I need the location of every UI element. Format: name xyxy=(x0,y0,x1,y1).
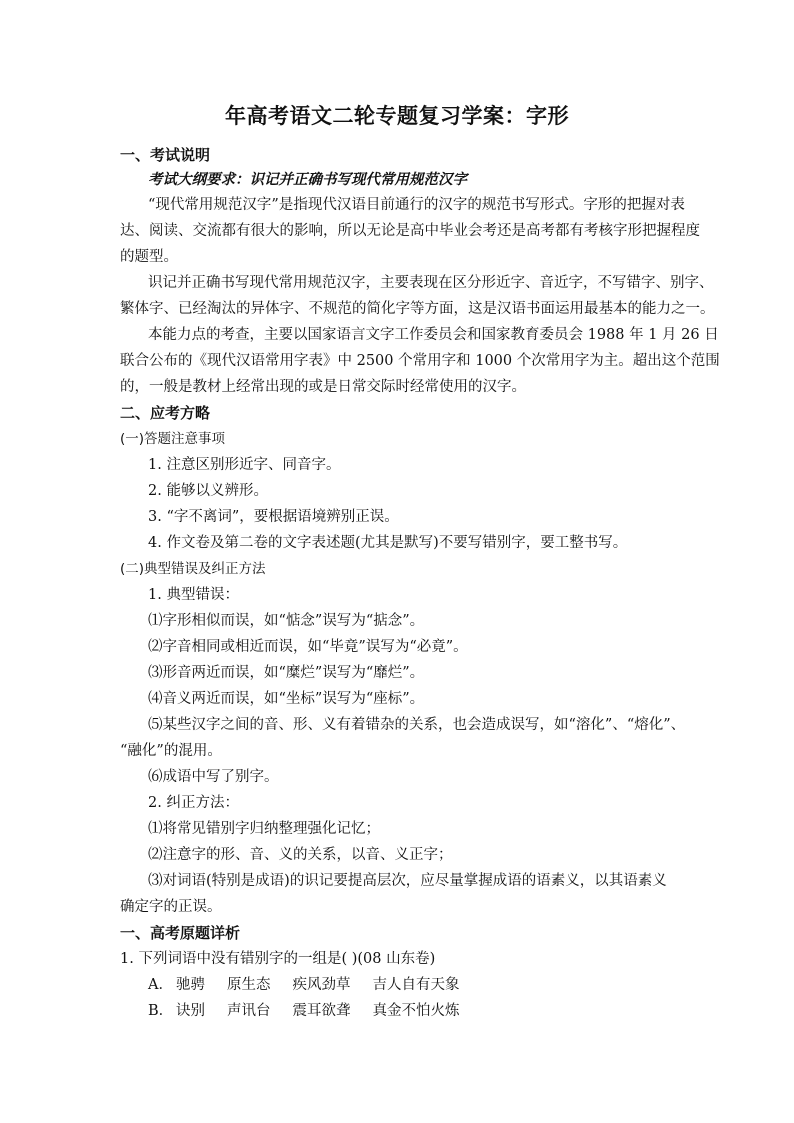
list-item: 2. 能够以义辨形。 xyxy=(148,483,268,499)
option-term: 原生态 xyxy=(227,977,271,993)
list-heading-correction: 2. 纠正方法： xyxy=(148,795,239,811)
syllabus-requirement: 考试大纲要求：识记并正确书写现代常用规范汉字 xyxy=(148,171,467,188)
list-item: ⑴将常见错别字归纳整理强化记忆； xyxy=(148,821,380,837)
option-term: 诀别 xyxy=(176,1003,205,1019)
list-item: ⑴字形相似而误，如“惦念”误写为“掂念”。 xyxy=(148,613,425,629)
list-item-continuation: “融化”的混用。 xyxy=(120,743,222,759)
paragraph-line: 的，一般是教材上经常出现的或是日常交际时经常使用的汉字。 xyxy=(120,379,526,395)
list-item: 1. 注意区别形近字、同音字。 xyxy=(148,457,341,473)
option-label: A． xyxy=(148,977,173,993)
option-term: 吉人自有天象 xyxy=(372,977,460,993)
document-title: 年高考语文二轮专题复习学案：字形 xyxy=(225,104,569,128)
list-heading-typical-errors: 1. 典型错误： xyxy=(148,587,239,603)
list-item: ⑵字音相同或相近而误，如“毕竟”误写为“必竟”。 xyxy=(148,639,468,655)
section-heading-exam-description: 一、考试说明 xyxy=(120,146,211,164)
subsection-heading-typical-errors: (二)典型错误及纠正方法 xyxy=(120,561,266,577)
list-item: ⑸某些汉字之间的音、形、义有着错杂的关系，也会造成误写，如“溶化”、“熔化”、 xyxy=(148,717,686,733)
paragraph-line: 繁体字、已经淘汰的异体字、不规范的简化字等方面，这是汉语书面运用最基本的能力之一。 xyxy=(120,301,715,317)
question-stem: 1. 下列词语中没有错别字的一组是( )(08 山东卷) xyxy=(120,951,436,967)
list-item-continuation: 确定字的正误。 xyxy=(120,899,222,915)
list-item: ⑶形音两近而误，如“糜烂”误写为“靡烂”。 xyxy=(148,665,425,681)
paragraph-line: 联合公布的《现代汉语常用字表》中 2500 个常用字和 1000 个次常用字为主。超出这个范围 xyxy=(120,353,720,369)
paragraph-line: “现代常用规范汉字”是指现代汉语目前通行的汉字的规范书写形式。字形的把握对表 xyxy=(148,197,685,213)
list-item: ⑹成语中写了别字。 xyxy=(148,769,279,785)
option-term: 驰骋 xyxy=(176,977,205,993)
section-heading-past-questions: 一、高考原题详析 xyxy=(120,924,241,942)
paragraph-line: 达、阅读、交流都有很大的影响，所以无论是高中毕业会考还是高考都有考核字形把握程度 xyxy=(120,223,700,239)
subsection-heading-notes: (一)答题注意事项 xyxy=(120,431,226,447)
paragraph-line: 的题型。 xyxy=(120,249,178,265)
list-item: ⑶对词语(特别是成语)的识记要提高层次，应尽量掌握成语的语素义，以其语素义 xyxy=(148,873,667,889)
list-item: 4. 作文卷及第二卷的文字表述题(尤其是默写)不要写错别字，要工整书写。 xyxy=(148,535,628,551)
paragraph-line: 本能力点的考查，主要以国家语言文字工作委员会和国家教育委员会 1988 年 1 月 26 日 xyxy=(148,327,719,343)
section-heading-strategy: 二、应考方略 xyxy=(120,404,211,422)
paragraph-line: 识记并正确书写现代常用规范汉字，主要表现在区分形近字、音近字，不写错字、别字、 xyxy=(148,275,714,291)
answer-option-a xyxy=(148,972,708,998)
option-term: 疾风劲草 xyxy=(292,977,351,993)
list-item: ⑷音义两近而误，如“坐标”误写为“座标”。 xyxy=(148,691,425,707)
option-term: 声讯台 xyxy=(227,1003,271,1019)
list-item: ⑵注意字的形、音、义的关系，以音、义正字； xyxy=(148,847,453,863)
option-term: 真金不怕火炼 xyxy=(372,1003,460,1019)
list-item: 3. “字不离词”，要根据语境辨别正误。 xyxy=(148,509,399,525)
answer-option-b xyxy=(148,998,708,1024)
option-label: B． xyxy=(148,1003,174,1019)
option-term: 震耳欲聋 xyxy=(292,1003,351,1019)
